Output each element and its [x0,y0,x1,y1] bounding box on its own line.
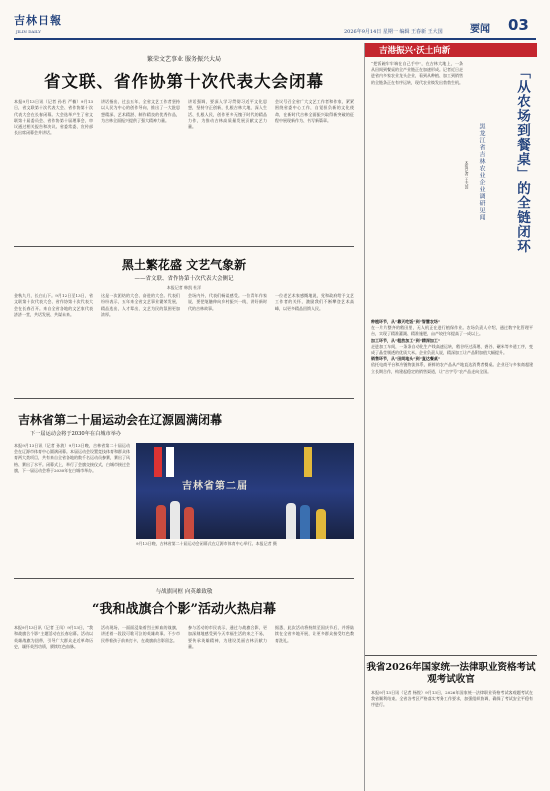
feature-headline: 黑土繁花盛 文艺气象新 [121,258,247,272]
lead-column: 讲话强调，要深入学习贯彻习近平文化思想，坚持守正创新，扎根吉林大地，深入生活、扎根人民，创作更多无愧于时代的精品力作，为推动吉林高质量发展贡献文艺力量。 [188,99,267,130]
feature-article [14,246,354,330]
flag-article-column: 据悉，此次活动将持续至国庆节后，并将陆续在全省多地开展，让更多群众接受红色教育洗礼。 [275,625,354,643]
flag-article-column: 参与活动的市民表示，通过与战旗合影，更加深刻地感受到今天幸福生活的来之不易，要传承英雄精神，为建设美丽吉林贡献力量。 [188,625,267,649]
lead-article [14,43,354,242]
farm-subhead: 加工环节，从“粗放加工”到“精深加工” [371,337,441,343]
dateline: 2026年9月14日 星期一 编辑 王春新 王大国 [344,29,443,35]
photo-caption: 9月13日晚，吉林省第二十届运动会闭幕式在辽源市体育中心举行。本报记者 摄 [136,541,277,546]
games-subheadline: 下一届运动会将于2030年在白城市举办 [30,431,122,437]
performer-figure [156,505,166,539]
farm-article-intro: “把饭碗牢牢端在自己手中”，在吉林大地上，一条从田间到餐桌的全产业链正在加速形成。记者近日走进省内多家农业龙头企业，看到从种植、加工到销售的全链条正在有序运转，现代农业焕发出勃勃生机。 [371,61,463,85]
masthead [14,6,536,40]
performer-figure [170,501,180,539]
page-number: 03 [508,16,529,34]
games-article [14,398,354,556]
special-section-title: 吉港振兴·沃土向新 [379,46,451,56]
farm-article-body [371,319,533,649]
lead-column: 会议号召全省广大文艺工作者和作家，紧紧围绕省委中心工作，自觉担负新的文化使命，在新时代吉林全面振兴取得新突破的征程中展现新作为、书写新篇章。 [275,99,354,123]
feature-columns [14,293,354,401]
newspaper-logo: 吉林日報 [14,14,62,27]
feature-column: 会场内外，代表们畅谈感受。一位青年作家说，要把笔触伸向乡村振兴一线，讲好新时代的吉林故事。 [188,293,267,311]
header-rule [14,38,536,40]
performer-figure [316,509,326,539]
flag-article-headline: “我和战旗合个影”活动火热启幕 [92,602,276,617]
stage-screen-text: 吉林省第二届 [182,481,248,492]
farm-article-byline: 本报记者 王大国 [465,161,470,189]
performer-figure [286,503,296,539]
performer-figure [300,505,310,539]
lead-column: 本报9月13日讯（记者 孙若 严楠）9月13日，省文联第十次代表大会、省作协第十次代表大会在长春闭幕。大会选举产生了省文联第十届委员会、省作协第十届理事会，审议通过相关报告和决议。省委常委、宣传部长出席闭幕会并讲话。 [14,99,93,136]
feature-subheadline: ——省文联、省作协第十次代表大会侧记 [134,276,234,282]
newspaper-logo-sub: JILIN DAILY [16,29,41,34]
lead-headline: 省文联、省作协第十次代表大会闭幕 [44,72,324,91]
games-body: 本报9月13日讯（记者 孙波）9月13日晚，吉林省第二十届运动会在辽源市体育中心圆满闭幕。本届运动会设置竞技体育和群众体育两大类项目，共有来自全省各地的数千名运动员参赛，赛出了风格、赛出了水平。闭幕式上，举行了会旗交接仪式，白城市接过会旗，下一届运动会将于2030年在白城市举办。 [14,443,130,473]
flag-red [154,447,162,477]
section-name: 要闻 [470,24,490,35]
flag-article-column: 活动现场，一面面浸染着烈士鲜血的战旗，讲述着一段段可歌可泣的英雄故事。不少市民带着孩子前来打卡，在战旗前合影留念。 [101,625,180,643]
games-headline: 吉林省第二十届运动会在辽源圆满闭幕 [18,413,223,427]
flag-article-kicker: 与战旗同框 向英雄致敬 [155,589,213,595]
exam-article [365,655,537,791]
special-section-banner [365,43,537,57]
lead-column: 讲话指出，过去五年，全省文艺工作者坚持以人民为中心的创作导向，推出了一大批思想精深、艺术精湛、制作精良的优秀作品，为吉林全面振兴提供了强大精神力量。 [101,99,180,123]
flag-photo-article [14,578,354,788]
flag-article-column: 本报9月13日讯（记者 王凤）9月13日，“我和战旗合个影”主题活动在长春启幕。活动以英雄战旗为纽带，引导广大群众走近革命历史，缅怀英烈功绩，赓续红色血脉。 [14,625,93,649]
closing-ceremony-photo [136,443,354,539]
farm-paragraph: 走进加工车间，一条条自动化生产线高速运转，稻谷经过清理、砻谷、碾米等多道工序，变成了晶莹剔透的优质大米。企业负责人说，精深加工让产品附加值大幅提升。 [371,343,533,356]
farm-subhead: 销售环节，从“田间地头”到“直达餐桌” [371,356,441,362]
flag-article-columns [14,625,354,785]
feature-column: 一位老艺术家感慨地说，党和政府给予文艺工作者的关怀，激励我们不断攀登艺术高峰，以更多精品回馈人民。 [275,293,354,311]
feature-byline: 本报记者 韩凯 杜洋 [166,285,202,290]
performer-figure [184,507,194,539]
exam-headline: 我省2026年国家统一法律职业资格考试观考试收官 [366,662,536,685]
farm-article-subtitle: 黑龙江省吉林农业企业调研见闻 [478,123,485,221]
lead-columns [14,99,354,239]
farm-paragraph: 在一片片整齐的稻田里，无人机正在进行植保作业。农场负责人介绍，通过数字化管理平台，实现了精准灌溉、精准施肥，亩产较往年提高了一成以上。 [371,325,533,337]
right-column [364,43,536,791]
lead-kicker: 繁荣文艺事业 服务振兴大局 [147,56,221,63]
farm-paragraph: 依托电商平台和冷链物流体系，新鲜的农产品从产地直达消费者餐桌。企业还与多家商超建立长期合作，构建起稳定的销售渠道，让“吉字号”农产品走向全国。 [371,362,533,374]
flag-white [166,447,174,477]
feature-column: 金秋九月，长白山下。9月12日至13日，省文联第十次代表大会、省作协第十次代表大会在长春召开。来自全省各地的文艺家代表济济一堂，共话发展、共谋未来。 [14,293,93,317]
feature-column: 这是一次团结的大会、奋进的大会。代表们纷纷表示，五年来全省文艺事业繁荣发展，精品迭出，人才辈出，文艺为民的氛围更加浓厚。 [101,293,180,317]
flag-gold [304,447,312,477]
exam-body: 本报9月13日讯（记者 杨悦）9月13日，2026年国家统一法律职业资格考试客观题考试在我省顺利结束。全省各考区严格落实考务工作要求，加强组织协调，确保了考试安全平稳有序进行。 [371,690,533,708]
farm-article-headline: 「从农场到餐桌」的全链闭环 [514,65,530,254]
farm-subhead: 种植环节，从“靠天吃饭”到“智慧农场” [371,319,441,324]
